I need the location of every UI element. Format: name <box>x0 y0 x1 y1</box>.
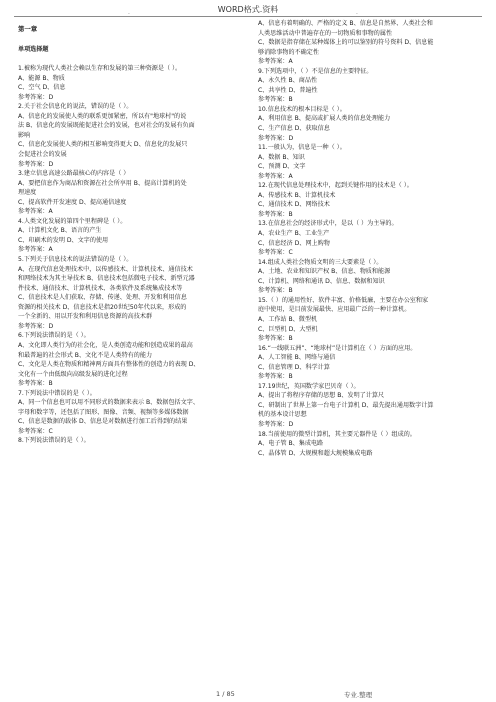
text-line: 10.信息技术的根本目标是（ ）。 <box>258 105 346 113</box>
chapter-heading: 第一章 <box>18 25 38 33</box>
text-line: 7.下列说法中错误的是（ ）。 <box>18 389 96 397</box>
answer-line: 参考答案：B <box>258 287 293 295</box>
text-line: A、农业生产 B、工业生产 <box>258 230 330 238</box>
text-line: 6.下列说法错误的是（ ）。 <box>18 332 90 340</box>
answer-line: 参考答案：B <box>258 210 293 218</box>
header-title: WORD格式.资料 <box>217 5 279 14</box>
text-line: 11.一般认为，信息是一种（ ）。 <box>258 144 346 152</box>
answer-line: 参考答案：B <box>258 373 293 381</box>
text-line: A、利用信息 B、提高或扩展人类的信息处理能力 <box>258 115 391 123</box>
text-line: C、共享性 D、普遍性 <box>258 86 318 94</box>
text-line: A、提出了将程序存储的思想 B、发明了计算尺 <box>258 392 385 400</box>
text-line: 理速度 <box>18 189 37 197</box>
text-line: 会促进社会的发展 <box>18 151 67 159</box>
text-line: A、人工智能 B、网络与通信 <box>258 354 336 362</box>
text-line: 一个全新的、用以开发和利用信息资源的高技术群 <box>18 313 153 321</box>
text-line: 3.建立信息高速公路最核心的内容是（ ） <box>18 170 130 178</box>
text-line: A、电子管 B、集成电路 <box>258 440 324 448</box>
text-line: A、文化即人类行为的社会化，是人类创造功能和创造成果的最高 <box>18 341 193 349</box>
answer-line: 参考答案：D <box>18 322 54 330</box>
text-line: 件技术、通信技术、计算机技术、各类软件及系统集成技术等 <box>18 284 183 292</box>
text-line: A、永久性 B、商品性 <box>258 77 318 85</box>
text-line: 法 B、信息化的发展既能促进社会的发展，也对社会的发展有负面 <box>18 122 195 130</box>
text-line: A、计算机文化 B、语言的产生 <box>18 227 102 235</box>
text-line: 13.在信息社会的经济形式中，是以（ ）为主导的。 <box>258 220 398 228</box>
text-line: 影响 <box>18 131 31 139</box>
answer-line: 参考答案：D <box>18 160 54 168</box>
text-line: 1.被称为现代人类社会赖以生存和发展的第三种资源是（ ）。 <box>18 65 182 73</box>
text-line: C、信息经济 D、网上购物 <box>258 239 330 247</box>
text-line: C、信息技术是人们获取、存储、传递、处理、开发和利用信息 <box>18 294 187 302</box>
text-line: 9.下列选项中，（ ）不是信息的主要特征。 <box>258 67 373 75</box>
header-rule <box>14 16 482 17</box>
right-text-block <box>258 19 482 458</box>
text-line: C、文化是人类在物质和精神两方面具有整体性的创造力的表现 D、 <box>18 361 200 369</box>
left-column <box>18 19 234 446</box>
text-line: 14.组成人类社会物质文明的三大要素是（ ）。 <box>258 258 383 266</box>
text-line: C、预测 D、文字 <box>258 163 306 171</box>
text-line: 资源的相关技术 D、信息技术是指20世纪50年代以来，形成的 <box>18 303 187 311</box>
answer-line: 参考答案：B <box>258 96 293 104</box>
text-line: 17.19世纪，英国数学家巴贝奇（ ）。 <box>258 382 360 390</box>
right-column <box>258 19 482 458</box>
text-line: C、提高软件开发速度 D、提高通信速度 <box>18 198 127 206</box>
answer-line: 参考答案：A <box>258 172 293 180</box>
text-line: A、工作站 B、微型机 <box>258 315 318 323</box>
answer-line: 参考答案：D <box>18 93 54 101</box>
text-line: A、传感技术 B、计算机技术 <box>258 191 336 199</box>
text-line: 和最普遍的社会形式 B、文化不是人类特有的能力 <box>18 351 153 359</box>
text-line: C、信息管理 D、科学计算 <box>258 363 330 371</box>
text-line: 2.关于社会信息化的说法，错误的是（ ）。 <box>18 103 133 111</box>
text-line: A、信息化的发展使人类的联系更加紧密，所以有"地球村"的说 <box>18 112 187 120</box>
text-line: 字母和数字等，还包括了图形、图像、音频、视频等多媒体数据 <box>18 408 189 416</box>
text-line: 16.“一线联五洲”、“地球村”是计算机在（ ）方面的应用。 <box>258 344 417 352</box>
text-line: 人类思维活动中普遍存在的一切物质和事物的属性 <box>258 29 393 37</box>
text-line: 15.（ ）的通用性好、软件丰富、价格低廉，主要在办公室和家 <box>258 296 429 304</box>
header-dot-left: . <box>128 9 130 16</box>
text-line: C、空气 D、信息 <box>18 84 66 92</box>
answer-line: 参考答案：B <box>258 335 293 343</box>
text-line: C、巨型机 D、大型机 <box>258 325 318 333</box>
text-line: C、生产信息 D、获取信息 <box>258 125 330 133</box>
answer-line: 参考答案：C <box>258 249 293 257</box>
text-line: 够消除事物的不确定性 <box>258 48 319 56</box>
text-line: 文化有一个由低级向高级发展的进化过程 <box>18 370 128 378</box>
text-line: 庭中使用，是目前发展最快、应用最广泛的一种计算机。 <box>258 306 411 314</box>
answer-line: 参考答案：A <box>18 246 53 254</box>
answer-line: 参考答案：D <box>258 420 294 428</box>
text-line: A、信息有着明确的、严格的定义 B、信息是自然界、人类社会和 <box>258 20 433 27</box>
text-line: C、信息是数据的载体 D、信息是对数据进行加工后得到的结果 <box>18 418 188 426</box>
answer-line: 参考答案：A <box>258 58 293 66</box>
text-line: C、研制出了世界上第一台电子计算机 D、最先提出通用数字计算 <box>258 401 434 409</box>
text-line: A、土地、农业和知识产权 B、信息、物质和能源 <box>258 268 391 276</box>
text-line: C、印刷术的发明 D、文字的使用 <box>18 236 109 244</box>
answer-line: 参考答案：C <box>18 427 53 435</box>
text-line: C、计算机、网络和通讯 D、信息、数据和知识 <box>258 277 385 285</box>
text-line: 8.下列说法错误的是（ ）。 <box>18 437 90 445</box>
section-heading: 单项选择题 <box>18 45 49 53</box>
text-line: 12.在现代信息处理技术中，起到关键作用的技术是（ ）。 <box>258 182 413 190</box>
text-line: 18.当前使用的微型计算机，其主要元器件是（ ）组成的。 <box>258 430 416 438</box>
text-line: C、通信技术 D、网络技术 <box>258 201 330 209</box>
text-line: A、能源 B、物质 <box>18 74 65 82</box>
text-line: 4.人类文化发展的第四个里程碑是（ ）。 <box>18 217 127 225</box>
answer-line: 参考答案：A <box>18 208 53 216</box>
page-number: 1 / 85 <box>216 690 235 698</box>
text-line: C、晶体管 D、大规模和超大规模集成电路 <box>258 449 373 457</box>
text-line: A、同一个信息也可以用不同形式的数据来表示 B、数据包括文字、 <box>18 399 199 407</box>
text-line: C、数据是指存储在某种媒体上的可以鉴别的符号资料 D、信息能 <box>258 39 434 47</box>
text-line: A、数据 B、知识 <box>258 153 305 161</box>
header-dot-right: . <box>356 9 358 16</box>
text-line: 5.下列关于信息技术的说法错误的是（ ）。 <box>18 256 133 264</box>
text-line: A、要把信息作为商品和资源在社会所享用 B、提高计算机的处 <box>18 179 187 187</box>
footer-label: 专业.整理 <box>344 691 373 699</box>
answer-line: 参考答案：D <box>258 134 294 142</box>
answer-line: 参考答案：B <box>18 380 53 388</box>
text-line: C、信息化发展使人类的相互影响变得更大 D、信息化的发展只 <box>18 141 188 149</box>
text-line: A、在现代信息处理技术中，以传感技术、计算机技术、通信技术 <box>18 265 193 273</box>
text-line: 和网络技术为其主导技术 B、信息技术包括微电子技术、新型元器 <box>18 275 195 283</box>
left-text-block <box>18 64 234 446</box>
text-line: 机的基本设计思想 <box>258 411 307 419</box>
